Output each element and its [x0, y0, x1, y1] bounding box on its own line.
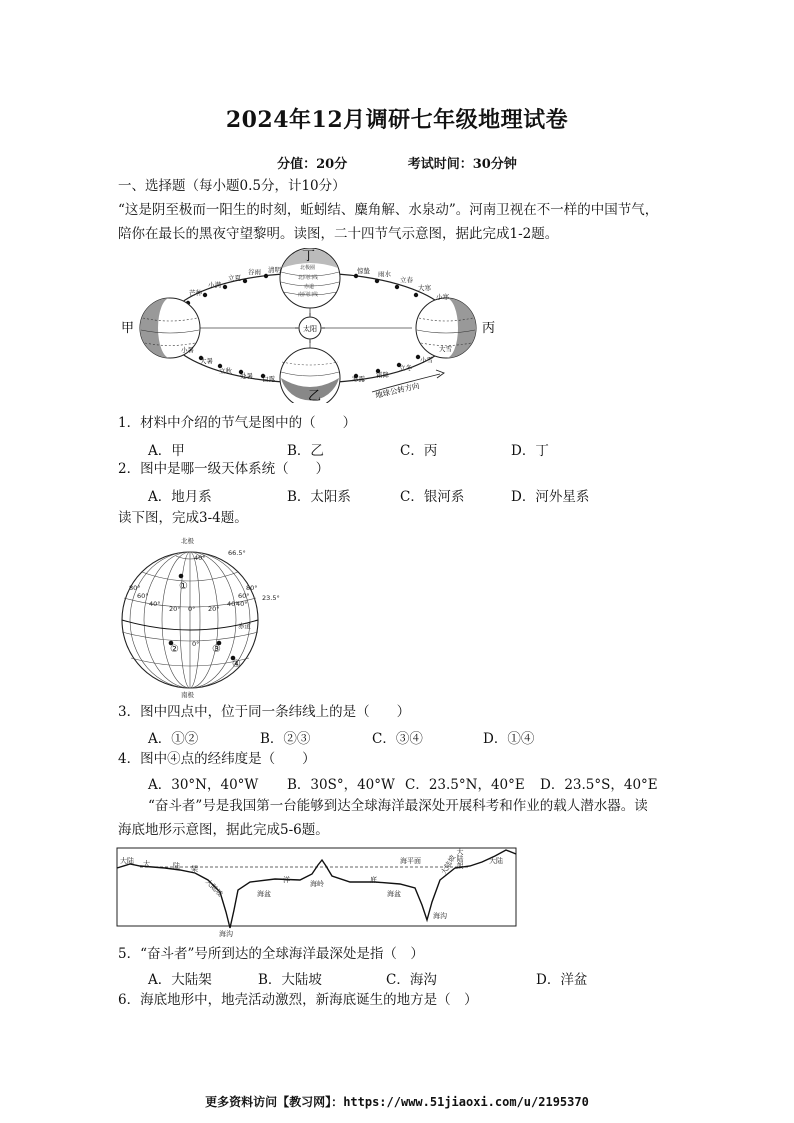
q5-option-d[interactable]: D．洋盆 — [536, 972, 588, 988]
footer — [0, 1093, 794, 1110]
q2-options — [0, 485, 794, 505]
q1-option-b[interactable]: B．乙 — [287, 443, 324, 459]
eq-zero-label: 0° — [192, 640, 200, 648]
solar-term-label: 立冬 — [399, 364, 412, 372]
sun-icon — [295, 313, 325, 343]
q2-stem: 2．图中是哪一级天体系统（ ） — [118, 461, 330, 477]
ding-arctic: 北极圈 — [300, 265, 316, 271]
section-heading: 一、选择题（每小题0.5分，计10分） — [118, 178, 346, 194]
intro-line-1: “这是阴至极而一阳生的时刻，蚯蚓结、麋角解、水泉动”。河南卫视在不一样的中国节气， — [118, 202, 659, 218]
solar-term-label: 白露 — [262, 375, 275, 383]
label-jia: 甲 — [121, 321, 135, 336]
q6-stem: 6．海底地形中，地壳活动激烈，新海底诞生的地方是（ ） — [118, 992, 478, 1008]
q2-option-b[interactable]: B．太阳系 — [287, 489, 351, 505]
q5-option-c[interactable]: C．海沟 — [386, 972, 437, 988]
q3-option-d[interactable]: D．①④ — [483, 731, 535, 747]
lon-label: 40° — [227, 600, 239, 608]
point-3-label: ③ — [212, 644, 221, 655]
ding-tropic-cancer: 北回归线 — [298, 275, 319, 281]
lon-label: 20° — [169, 605, 181, 613]
solar-term-label: 大寒 — [418, 284, 431, 292]
label-yi: 乙 — [308, 389, 322, 403]
left-slope-label: 大陆坡 — [203, 877, 225, 899]
solar-term-label: 谷雨 — [248, 268, 261, 276]
q3-stem: 3．图中四点中，位于同一条纬线上的是（ ） — [118, 704, 411, 720]
left-shelf-2: 陆 — [173, 862, 180, 870]
lat-66-label: 66.5° — [228, 549, 246, 557]
q4-option-c[interactable]: C．23.5°N，40°E — [405, 777, 525, 793]
time-info: 考试时间：30分钟 — [407, 157, 517, 172]
q3-option-a[interactable]: A．①② — [148, 731, 199, 747]
q3-option-c[interactable]: C．③④ — [372, 731, 423, 747]
footer-link[interactable]: https://www.51jiaoxi.com/u/2195370 — [343, 1095, 589, 1109]
q3-options — [0, 727, 794, 747]
page-title: 2024年12月调研七年级地理试卷 — [225, 107, 569, 133]
score-info: 分值：20分 — [277, 157, 348, 172]
lon-label: 80° — [129, 584, 141, 592]
lon-label: 40° — [236, 600, 248, 608]
left-shelf-3: 架 — [191, 865, 198, 873]
point-2-label: ② — [170, 644, 179, 655]
point-4-label: ④ — [232, 659, 241, 670]
lon-label: 80° — [246, 584, 258, 592]
label-bing: 丙 — [482, 321, 496, 336]
ocean-label-2: 底 — [370, 876, 377, 884]
solar-term-label: 小暑 — [181, 346, 194, 354]
q4-option-d[interactable]: D．23.5°S，40°E — [540, 777, 658, 793]
seafloor-profile-diagram — [115, 838, 520, 938]
ridge-label: 海岭 — [310, 880, 324, 888]
lat-40-label: 40° — [194, 554, 206, 562]
q3-option-b[interactable]: B．②③ — [260, 731, 311, 747]
q5-options — [0, 968, 794, 988]
lon-label: 0° — [188, 605, 196, 613]
solar-terms-diagram — [115, 248, 505, 403]
ding-equator: 赤道 — [304, 284, 315, 290]
right-slope-label: 大陆坡 — [439, 853, 458, 876]
right-continent-label: 大陆 — [489, 857, 503, 865]
q1-option-c[interactable]: C．丙 — [400, 443, 438, 459]
q4-stem: 4．图中④点的经纬度是（ ） — [118, 751, 316, 767]
solar-term-label: 霜降 — [376, 371, 389, 379]
equator-label: 赤道 — [238, 622, 251, 630]
solar-term-label: 小雪 — [420, 356, 433, 364]
solar-term-label: 大暑 — [200, 357, 213, 365]
basin-2-label: 海盆 — [387, 890, 401, 898]
solar-term-label: 立秋 — [219, 367, 232, 375]
q2-option-d[interactable]: D．河外星系 — [511, 489, 590, 505]
q2-option-a[interactable]: A．地月系 — [148, 489, 212, 505]
solar-term-label: 处暑 — [240, 372, 253, 380]
lat-23-label: 23.5° — [262, 594, 280, 602]
lon-label: 20° — [208, 605, 220, 613]
solar-term-label: 清明 — [268, 266, 281, 274]
exam-meta — [0, 153, 794, 172]
direction-label: 地球公转方向 — [374, 381, 421, 400]
q5-option-a[interactable]: A．大陆架 — [148, 972, 212, 988]
solar-term-label: 雨水 — [378, 270, 391, 278]
north-pole-label: 北极 — [181, 537, 194, 545]
point-1-dot — [179, 574, 184, 579]
solar-term-label: 芒种 — [189, 289, 202, 297]
footer-prefix: 更多资料访问【教习网】： — [205, 1095, 344, 1109]
ding-tropic-capricorn: 南回归线 — [298, 292, 319, 298]
intro3-line-1: “奋斗者”号是我国第一台能够到达全球海洋最深处开展科考和作业的载人潜水器。读 — [148, 798, 648, 814]
solar-term-label: 惊蛰 — [357, 267, 370, 275]
lon-label: 40° — [149, 600, 161, 608]
solar-term-label: 小寒 — [436, 293, 449, 301]
south-pole-label: 南极 — [181, 691, 194, 699]
solar-term-label: 小满 — [208, 281, 221, 289]
label-ding: 丁 — [302, 249, 316, 264]
q5-stem: 5．“奋斗者”号所到达的全球海洋最深处是指（ ） — [118, 946, 424, 962]
solar-term-label: 寒露 — [352, 375, 365, 383]
lon-label: 60° — [137, 592, 149, 600]
right-shelf-label: 大陆架 — [456, 848, 464, 869]
basin-1-label: 海盆 — [257, 890, 271, 898]
read-instruction: 读下图，完成3-4题。 — [118, 510, 248, 526]
solar-term-label: 大雪 — [439, 345, 452, 353]
lon-label: 60° — [238, 592, 250, 600]
sea-level-label: 海平面 — [400, 857, 421, 865]
q1-options — [0, 439, 794, 459]
trench-1-label: 海沟 — [219, 930, 233, 938]
q5-option-b[interactable]: B．大陆坡 — [258, 972, 322, 988]
intro3-line-2: 海底地形示意图，据此完成5-6题。 — [118, 822, 329, 838]
q1-option-a[interactable]: A．甲 — [148, 443, 185, 459]
q2-option-c[interactable]: C．银河系 — [400, 489, 465, 505]
q4-option-b[interactable]: B．30S°，40°W — [287, 777, 395, 793]
left-continent-label: 大陆 — [120, 857, 134, 865]
solar-term-label: 立春 — [400, 276, 413, 284]
solar-term-label: 立夏 — [228, 274, 241, 282]
point-1-label: ① — [179, 581, 188, 592]
sun-label: 太阳 — [303, 325, 317, 333]
q4-options — [0, 773, 794, 793]
trench-2-label: 海沟 — [433, 912, 447, 920]
left-shelf-1: 大 — [143, 860, 150, 868]
q1-stem: 1．材料中介绍的节气是图中的（ ） — [118, 415, 357, 431]
q4-option-a[interactable]: A．30°N，40°W — [148, 777, 259, 793]
intro-line-2: 陪你在最长的黑夜守望黎明。读图，二十四节气示意图，据此完成1-2题。 — [118, 226, 559, 242]
ocean-label-1: 洋 — [283, 876, 290, 884]
q1-option-d[interactable]: D．丁 — [511, 443, 549, 459]
globe-diagram — [115, 532, 295, 702]
